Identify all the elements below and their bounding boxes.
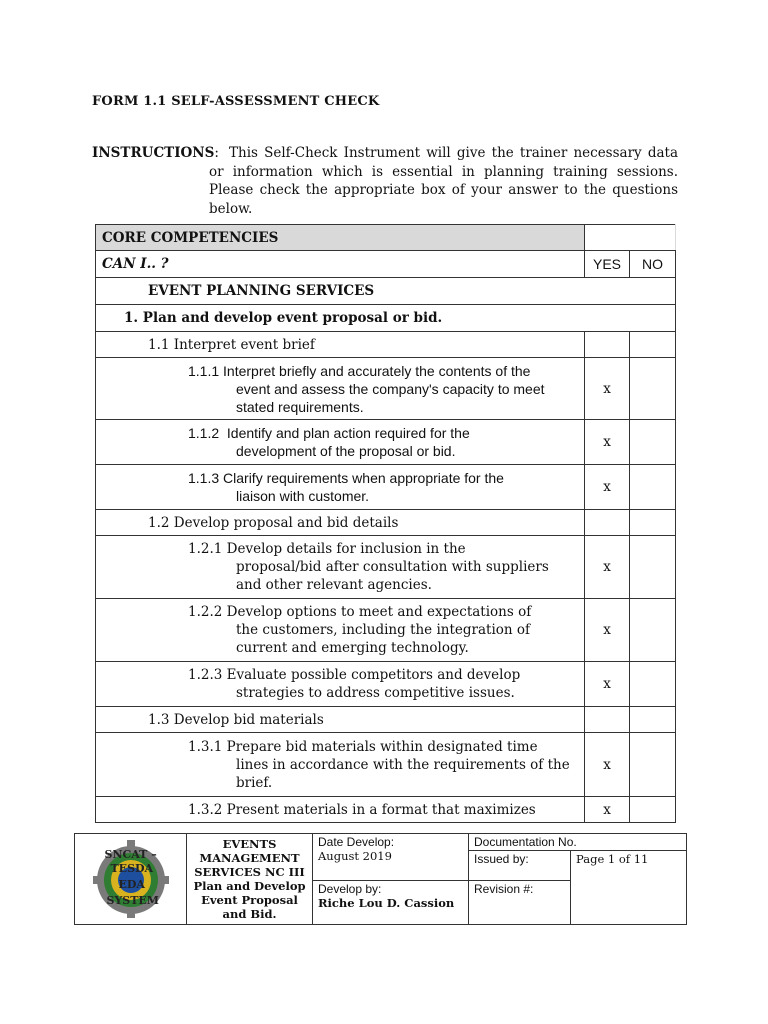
yes-cell[interactable]: x <box>585 599 630 662</box>
no-cell[interactable] <box>630 510 676 536</box>
issued-by: Issued by: <box>469 851 571 881</box>
row-first-line: Clarify requirements when appropriate for the <box>223 470 504 486</box>
yes-cell[interactable]: x <box>585 358 630 420</box>
no-cell[interactable] <box>630 536 676 599</box>
no-header: NO <box>630 251 676 278</box>
document-footer <box>74 833 687 925</box>
row-text <box>96 599 585 662</box>
table-row <box>96 536 676 599</box>
no-cell[interactable] <box>630 358 676 420</box>
no-cell[interactable] <box>630 332 676 358</box>
documentation-no: Documentation No. <box>469 834 687 851</box>
row-number: 1.1.2 <box>188 425 220 441</box>
unit-heading: 1. Plan and develop event proposal or bid. <box>96 305 676 332</box>
row-rest: lines in accordance with the requirements of the brief. <box>236 756 570 791</box>
yes-cell[interactable]: x <box>585 662 630 707</box>
table-row <box>96 707 676 733</box>
page-title: FORM 1.1 SELF-ASSESSMENT CHECK <box>92 94 380 109</box>
date-label: Date Develop: <box>318 835 395 849</box>
row-text: 1.1 Interpret event brief <box>96 332 585 358</box>
row-first-line: Evaluate possible competitors and develop <box>226 667 521 683</box>
row-rest: liaison with customer. <box>236 488 370 504</box>
row-text <box>96 465 585 510</box>
no-cell[interactable] <box>630 662 676 707</box>
row-number: 1.2.1 <box>188 541 223 557</box>
self-check-table <box>95 224 676 823</box>
logo-text-line: SNCAT – <box>104 848 157 861</box>
course-cell <box>187 834 313 925</box>
row-number: 1.2.3 <box>188 667 223 683</box>
logo-text-line: SYSTEM <box>106 894 159 907</box>
row-first-line: Prepare bid materials within designated time <box>226 738 538 755</box>
row-text <box>96 662 585 707</box>
logo-text-line: EDA <box>118 878 145 891</box>
yes-cell[interactable] <box>585 707 630 733</box>
yes-cell[interactable] <box>585 332 630 358</box>
module-title: Plan and Develop Event Proposal and Bid. <box>193 879 306 921</box>
row-number: 1.1.3 <box>188 470 220 486</box>
row-rest: proposal/bid after consultation with suppliers and other relevant agencies. <box>236 559 549 593</box>
table-row <box>96 358 676 420</box>
section-heading: EVENT PLANNING SERVICES <box>96 278 676 305</box>
table-row <box>96 332 676 358</box>
row-rest: the customers, including the integration of current and emerging technology. <box>236 622 531 656</box>
row-text <box>96 420 585 465</box>
logo-text-line: TESDA <box>110 862 154 875</box>
logo-cell <box>75 834 187 925</box>
instructions: INSTRUCTIONS: This Self-Check Instrument will give the trainer necessary data or information which is essential in planning training sessions. Please check the appropriate box of your answer to the questions below. <box>92 145 678 217</box>
table-row <box>96 733 676 797</box>
instructions-text: This Self-Check Instrument will give the trainer necessary data or information which is essential in planning training sessions. Please check the appropriate box of your answer to the questions below. <box>209 145 678 217</box>
course-title: EVENTS MANAGEMENT SERVICES NC III <box>194 837 305 879</box>
instructions-label: INSTRUCTIONS <box>92 145 215 161</box>
no-cell[interactable] <box>630 797 676 823</box>
row-text <box>96 536 585 599</box>
revision: Revision #: <box>469 881 571 925</box>
row-first-line: Interpret briefly and accurately the contents of the <box>223 362 531 379</box>
date-cell <box>313 834 469 881</box>
row-rest: strategies to address competitive issues. <box>236 685 515 701</box>
no-cell[interactable] <box>630 465 676 510</box>
row-number: 1.3.1 <box>188 738 223 755</box>
yes-cell[interactable]: x <box>585 797 630 823</box>
row-rest: event and assess the company's capacity to meet stated requirements. <box>236 380 545 415</box>
yes-cell[interactable]: x <box>585 536 630 599</box>
yes-cell[interactable] <box>585 510 630 536</box>
row-number: 1.2.2 <box>188 604 223 620</box>
page-number: Page 1 of 11 <box>571 851 687 925</box>
row-text: 1.2 Develop proposal and bid details <box>96 510 585 536</box>
yes-cell[interactable]: x <box>585 465 630 510</box>
yes-header: YES <box>585 251 630 278</box>
developer-name: Riche Lou D. Cassion <box>318 896 455 910</box>
row-text <box>96 733 585 797</box>
no-cell[interactable] <box>630 599 676 662</box>
no-cell[interactable] <box>630 420 676 465</box>
row-number: 1.1.1 <box>188 362 220 379</box>
table-row <box>96 420 676 465</box>
row-first-line: Develop details for inclusion in the <box>226 541 466 557</box>
develop-cell <box>313 881 469 925</box>
no-cell[interactable] <box>630 733 676 797</box>
core-competencies-header: CORE COMPETENCIES <box>96 225 585 251</box>
row-text: 1.3 Develop bid materials <box>96 707 585 733</box>
table-row <box>96 797 676 823</box>
table-row <box>96 662 676 707</box>
row-first-line: Develop options to meet and expectations of <box>226 604 532 620</box>
sncat-tesda-logo <box>91 840 171 918</box>
no-cell[interactable] <box>630 707 676 733</box>
yes-cell[interactable]: x <box>585 733 630 797</box>
date-value: August 2019 <box>318 849 392 863</box>
can-i-label: CAN I.. ? <box>96 251 585 278</box>
row-text <box>96 797 585 823</box>
table-row <box>96 599 676 662</box>
row-text <box>96 358 585 420</box>
row-rest: development of the proposal or bid. <box>236 443 456 459</box>
header-blank <box>585 225 676 251</box>
develop-label: Develop by: <box>318 882 382 896</box>
table-row <box>96 510 676 536</box>
row-first-line: Present materials in a format that maximizes <box>226 801 536 818</box>
row-number: 1.3.2 <box>188 801 223 818</box>
yes-cell[interactable]: x <box>585 420 630 465</box>
table-row <box>96 465 676 510</box>
row-first-line: Identify and plan action required for the <box>226 425 470 441</box>
